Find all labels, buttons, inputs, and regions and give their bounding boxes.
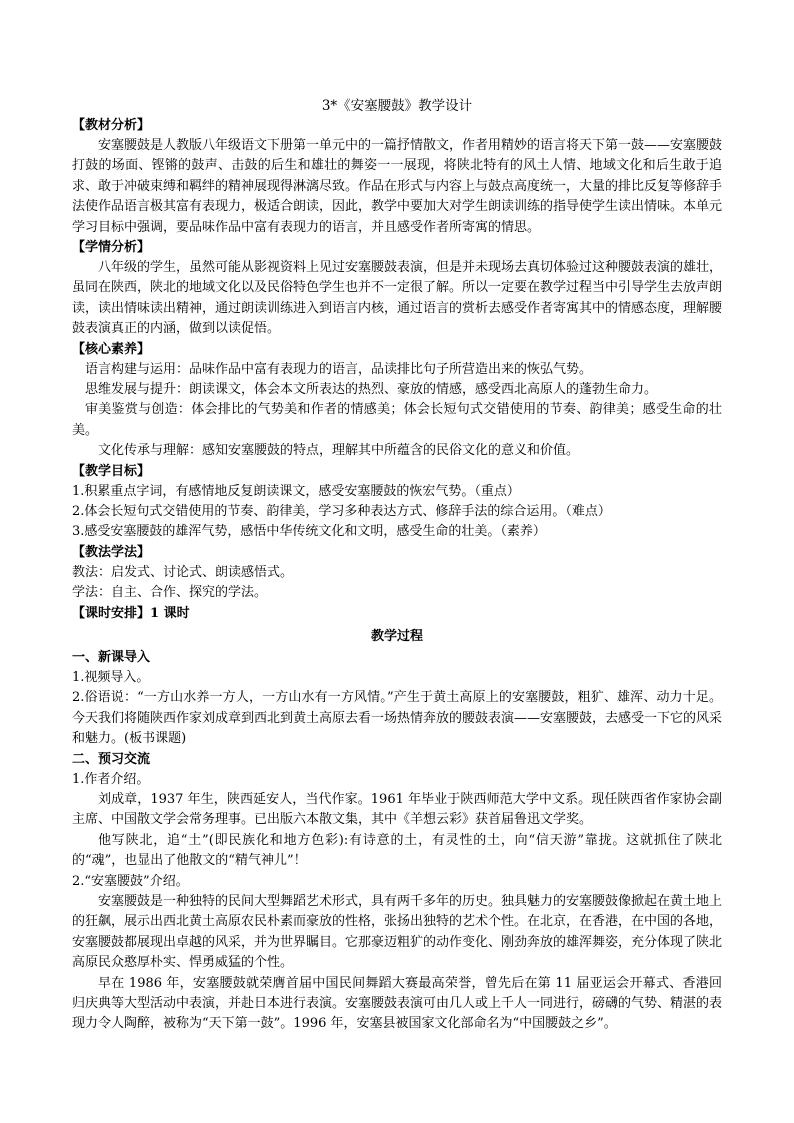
teaching-goal-item: 2.体会长短句式交错使用的节奏、韵律美，学习多种表达方式、修辞手法的综合运用。（难点）: [72, 504, 611, 520]
core-literacy-heading: 【核心素养】: [72, 341, 151, 357]
section2-item2: 2.“安塞腰鼓”介绍。: [72, 873, 189, 889]
learning-method: 学法：自主、合作、探究的学法。: [72, 585, 268, 601]
core-literacy-item: 思维发展与提升：朗读课文，体会本文所表达的热烈、豪放的情感，感受西北高原人的蓬勃生命力。: [85, 382, 658, 398]
section1-item1: 1.视频导入。: [72, 670, 150, 686]
section2-item1: 1.作者介绍。: [72, 771, 150, 787]
material-analysis-heading: 【教材分析】: [72, 118, 151, 133]
author-paragraph-1: 刘成章，1937 年生，陕西延安人，当代作家。1961 年毕业于陕西师范大学中文系。现任陕西省作家协会副主席、中国散文学会常务理事。已出版六本散文集，其中《羊想云彩》获首届鲁迅文学奖。: [72, 792, 722, 828]
core-literacy-item: 语言构建与运用：品味作品中富有表现力的语言，品读排比句子所营造出来的恢弘气势。: [85, 361, 593, 377]
section2-heading: 二、预习交流: [72, 751, 151, 767]
core-literacy-item: 文化传承与理解：感知安塞腰鼓的特点，理解其中所蕴含的民俗文化的意义和价值。: [98, 443, 580, 459]
core-literacy-item: 审美鉴赏与创造：体会排比的气势美和作者的情感美；体会长短句式交错使用的节奏、韵律美；感受生命的壮美。: [72, 402, 722, 438]
teaching-method: 教法：启发式、讨论式、朗读感悟式。: [72, 564, 294, 580]
drum-paragraph-1: 安塞腰鼓是一种独特的民间大型舞蹈艺术形式，具有两千多年的历史。独具魅力的安塞腰鼓像掀起在黄土地上的狂飙，展示出西北黄土高原农民朴素而豪放的性格，张扬出独特的艺术个性。在北京，在香港，在中国的各地，安塞腰鼓都展现出卓越的风采，并为世界瞩目。它那豪迈粗犷的动作变化、刚劲奔放的雄浑舞姿，充分体现了陕北高原民众憨厚朴实、悍勇威猛的个性。: [72, 894, 723, 971]
section1-item2: 2.俗语说：“一方山水养一方人，一方山水有一方风情。”产生于黄土高原上的安塞腰鼓，粗犷、雄浑、动力十足。今天我们将随陕西作家刘成章到西北到黄土高原去看一场热情奔放的腰鼓表演——安塞腰鼓，去感受一下它的风采和魅力。(板书课题): [72, 690, 723, 747]
student-analysis-heading: 【学情分析】: [72, 240, 151, 256]
methods-heading: 【教法学法】: [72, 544, 151, 560]
section1-heading: 一、新课导入: [72, 650, 151, 666]
document-title: 3*《安塞腰鼓》教学设计: [321, 98, 473, 114]
teaching-goal-item: 1.积累重点字词，有感情地反复朗读课文，感受安塞腰鼓的恢宏气势。（重点）: [72, 483, 520, 499]
teaching-goal-item: 3.感受安塞腰鼓的雄浑气势，感悟中华传统文化和文明，感受生命的壮美。（素养）: [72, 524, 546, 540]
process-title: 教学过程: [370, 629, 423, 645]
material-analysis-text: 安塞腰鼓是人教版八年级语文下册第一单元中的一篇抒情散文，作者用精妙的语言将天下第一鼓——安塞腰鼓打鼓的场面、铿锵的鼓声、击鼓的后生和雄壮的舞姿一一展现，将陕北特有的风土人情、地域文化和后生敢于追求、敢于冲破束缚和羁绊的精神展现得淋漓尽致。作品在形式与内容上与鼓点高度统一，大量的排比反复等修辞手法使作品语言极其富有表现力，极适合朗读，因此，教学中要加大对学生朗读训练的指导使学生读出情味。本单元学习目标中强调，要品味作品中富有表现力的语言，并且感受作者所寄寓的情思。: [72, 138, 723, 235]
teaching-goals-heading: 【教学目标】: [72, 463, 151, 479]
author-paragraph-2: 他写陕北，追“土”(即民族化和地方色彩):有诗意的土，有灵性的土，向“信天游”靠拢。这就抓住了陕北的“魂”，也显出了他散文的“精气神儿”！: [72, 832, 722, 869]
document-page: [72, 96, 722, 1035]
student-analysis-text: 八年级的学生，虽然可能从影视资料上见过安塞腰鼓表演，但是并未现场去真切体验过这种腰鼓表演的雄壮，虽同在陕西，陕北的地域文化以及民俗特色学生也并不一定很了解。所以一定要在教学过程当中引导学生去放声朗读，读出情味读出精神，通过朗读训练进入到语言内核，通过语言的赏析去感受作者寄寓其中的情感态度，理解腰鼓表演真正的内涵，做到以读促悟。: [72, 260, 723, 337]
schedule-line: [72, 604, 722, 624]
schedule-heading: 【课时安排】: [72, 605, 151, 621]
drum-paragraph-2: 早在 1986 年，安塞腰鼓就荣膺首届中国民间舞蹈大赛最高荣誉，曾先后在第 11 届亚运会开幕式、香港回归庆典等大型活动中表演，并赴日本进行表演。安塞腰鼓表演可由几人或上千人一同进行，磅礴的气势、精湛的表现力令人陶醉，被称为“天下第一鼓”。1996 年，安塞县被国家文化部命名为“中国腰鼓之乡”。: [72, 975, 723, 1032]
schedule-value: 1 课时: [150, 605, 190, 621]
